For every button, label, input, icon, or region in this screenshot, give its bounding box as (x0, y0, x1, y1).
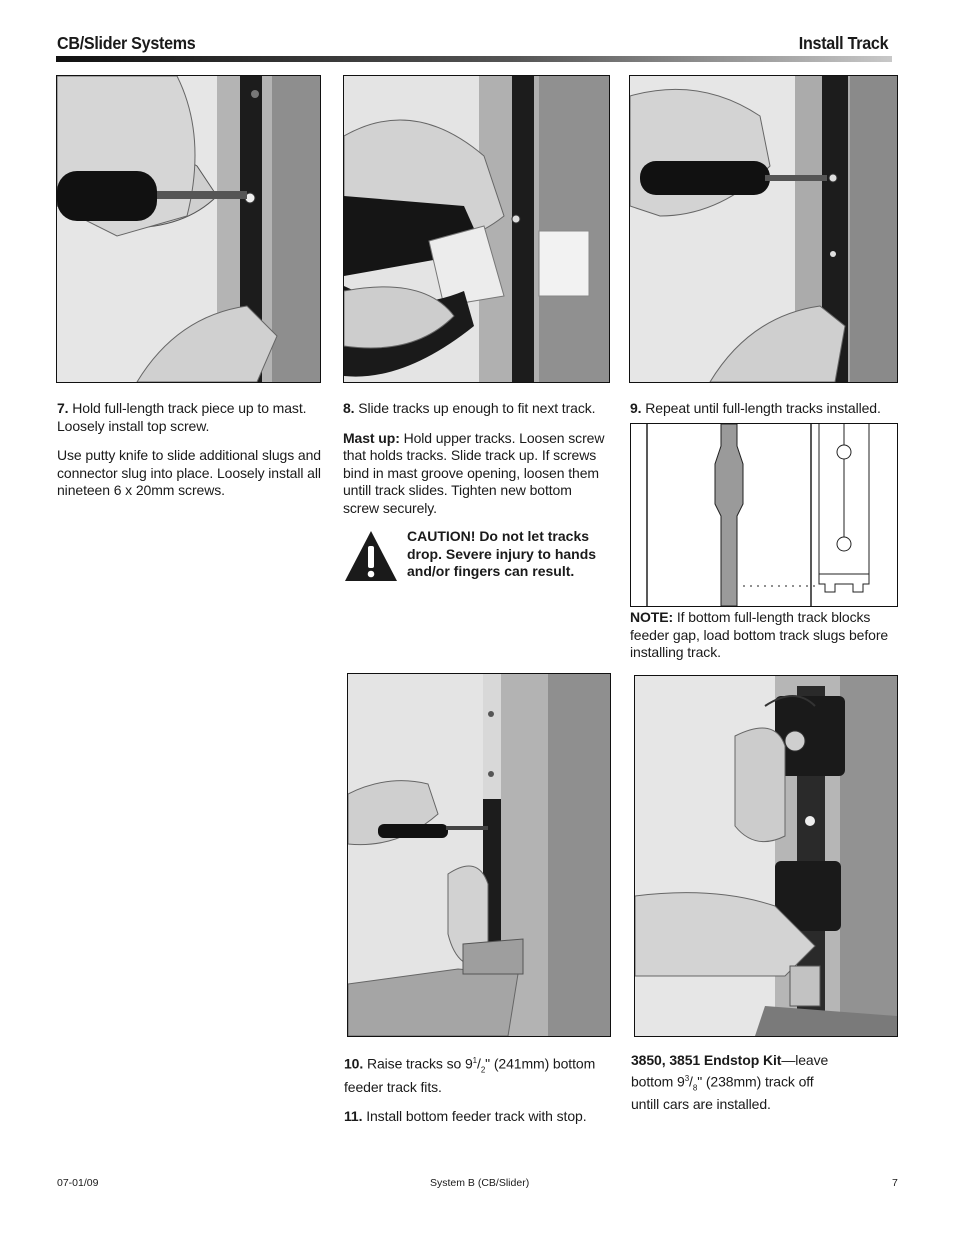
step-10-frac-den: 2 (480, 1065, 486, 1075)
step-7-paragraph: Use putty knife to slide additional slugs and connector slug into place. Loosely install all nineteen 6 x 20mm screws. (57, 447, 321, 498)
step-10-text-a: Raise tracks so 9 (366, 1055, 473, 1072)
mast-up-text: Hold upper tracks. Loosen screw that holds tracks. Slide track up. If screws bind in mast groove opening, loosen them untill track slides. Tighten new bottom screw securely. (343, 429, 605, 516)
footer-date: 07-01/09 (57, 1177, 99, 1189)
footer-page-number: 7 (892, 1177, 898, 1189)
track-diagram (630, 423, 898, 607)
endstop-frac-num: 3 (684, 1073, 690, 1083)
mast-up-label: Mast up: (343, 429, 400, 446)
step-8-number: 8. (343, 400, 355, 416)
step-10-11-text: 10. Raise tracks so $9^1/_2$" (241mm) bottom feeder track fits. 11. Install bottom feeder track with stop. (344, 1055, 596, 1125)
note-label: NOTE: (630, 609, 674, 625)
photo-step-9 (629, 75, 898, 383)
step-10-number: 10. (344, 1055, 364, 1072)
step-9-number: 9. (630, 400, 642, 416)
page-title: Install Track (798, 33, 888, 53)
step-11-instruction: Install bottom feeder track with stop. (366, 1108, 587, 1125)
step-11-number: 11. (344, 1108, 363, 1125)
footer-doc-title: System B (CB/Slider) (430, 1177, 530, 1189)
step-7-instruction: Hold full-length track piece up to mast. Loosely install top screw. (57, 400, 307, 434)
step-8-instruction: Slide tracks up enough to fit next track. (358, 400, 596, 416)
step-9-instruction: Repeat until full-length tracks installed. (645, 400, 881, 416)
step-10-text-b: " (241mm) bottom feeder track fits. (344, 1055, 596, 1095)
endstop-text-b: " (238mm) track off untill cars are installed. (631, 1073, 814, 1113)
photo-step-7 (56, 75, 321, 383)
photo-step-8 (343, 75, 610, 383)
note-text (630, 609, 900, 674)
endstop-label: 3850, 3851 Endstop Kit (631, 1052, 782, 1068)
photo-endstop-kit (634, 675, 898, 1037)
step-10-frac-num: 1 (472, 1056, 478, 1065)
endstop-text-a: —leave bottom 9 (631, 1052, 829, 1090)
step-8-text (343, 400, 607, 529)
warning-icon (343, 529, 399, 583)
section-title: CB/Slider Systems (57, 33, 196, 53)
note-body: If bottom full-length track blocks feeder gap, load bottom track slugs before installing track. (630, 609, 889, 660)
header-rule (56, 56, 892, 62)
step-7-text (57, 400, 327, 512)
step-7-number: 7. (57, 400, 69, 416)
photo-step-10 (347, 673, 611, 1037)
endstop-text: 3850, 3851 Endstop Kit—leave bottom $9^3/_8$" (238mm) track off untill cars are installed. (631, 1052, 829, 1113)
caution-text: CAUTION! Do not let tracks drop. Severe injury to hands and/or fingers can result. (407, 528, 597, 579)
endstop-frac-den: 8 (692, 1082, 698, 1092)
